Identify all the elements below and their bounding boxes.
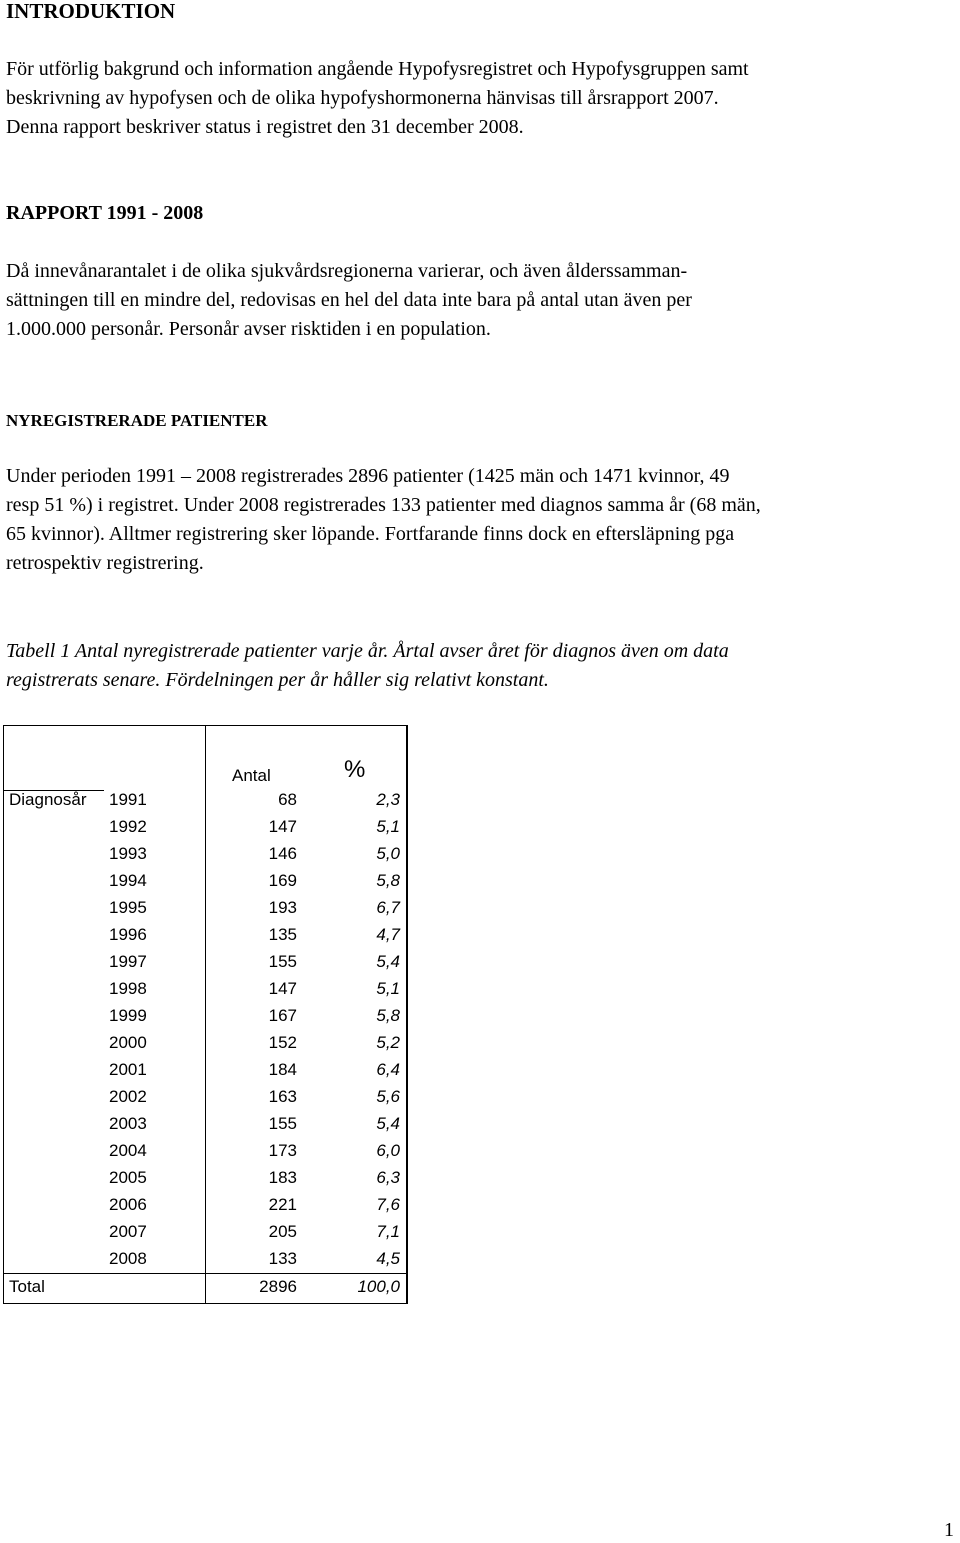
- intro-line-3: Denna rapport beskriver status i registret den 31 december 2008.: [6, 116, 524, 138]
- rapport-line-2: sättningen till en mindre del, redovisas en hel del data inte bara på antal utan även per: [6, 289, 692, 311]
- table-divider-vertical-2: [406, 726, 407, 1303]
- row-pct: 5,0: [376, 844, 400, 863]
- rapport-line-3: 1.000.000 personår. Personår avser risktiden i en population.: [6, 318, 491, 340]
- row-year: 2000: [109, 1033, 147, 1052]
- col-header-pct: %: [344, 756, 366, 783]
- row-pct: 6,7: [376, 898, 400, 917]
- data-table: [3, 725, 408, 1304]
- row-year: 1996: [109, 925, 147, 944]
- row-year: 2005: [109, 1168, 147, 1187]
- row-antal: 173: [268, 1141, 297, 1160]
- nyreg-heading: NYREGISTRERADE PATIENTER: [6, 411, 268, 430]
- row-antal: 205: [268, 1222, 297, 1241]
- row-pct: 5,4: [376, 1114, 400, 1133]
- row-year: 1999: [109, 1006, 147, 1025]
- row-antal: 147: [268, 979, 297, 998]
- row-year: 2006: [109, 1195, 147, 1214]
- row-antal: 147: [268, 817, 297, 836]
- row-pct: 5,2: [376, 1033, 400, 1052]
- row-pct: 5,8: [376, 871, 400, 890]
- row-year: 1998: [109, 979, 147, 998]
- row-year: 1994: [109, 871, 147, 890]
- table-divider-vertical-1: [205, 726, 206, 1303]
- row-antal: 152: [268, 1033, 297, 1052]
- nyreg-line-4: retrospektiv registrering.: [6, 552, 204, 574]
- row-antal: 169: [268, 871, 297, 890]
- intro-heading: INTRODUKTION: [6, 0, 176, 23]
- row-pct: 5,4: [376, 952, 400, 971]
- nyreg-line-2: resp 51 %) i registret. Under 2008 registrerades 133 patienter med diagnos samma år (68 män,: [6, 494, 761, 516]
- row-antal: 221: [268, 1195, 297, 1214]
- row-antal: 68: [278, 790, 297, 809]
- total-antal: 2896: [259, 1277, 297, 1296]
- row-year: 2003: [109, 1114, 147, 1133]
- table-caption-line-1: Tabell 1 Antal nyregistrerade patienter varje år. Årtal avser året för diagnos även om data: [6, 640, 729, 662]
- row-antal: 146: [268, 844, 297, 863]
- row-antal: 133: [268, 1249, 297, 1268]
- row-pct: 4,5: [376, 1249, 400, 1268]
- intro-line-1: För utförlig bakgrund och information angående Hypofysregistret och Hypofysgruppen samt: [6, 58, 749, 80]
- row-antal: 167: [268, 1006, 297, 1025]
- row-year: 1991: [109, 790, 147, 809]
- row-pct: 6,4: [376, 1060, 400, 1079]
- row-antal: 193: [268, 898, 297, 917]
- row-year: 1995: [109, 898, 147, 917]
- nyreg-line-1: Under perioden 1991 – 2008 registrerades 2896 patienter (1425 män och 1471 kvinnor, 49: [6, 465, 730, 487]
- row-antal: 183: [268, 1168, 297, 1187]
- row-pct: 5,8: [376, 1006, 400, 1025]
- row-pct: 2,3: [376, 790, 400, 809]
- row-pct: 5,6: [376, 1087, 400, 1106]
- row-antal: 155: [268, 952, 297, 971]
- row-year: 2002: [109, 1087, 147, 1106]
- row-pct: 4,7: [376, 925, 400, 944]
- row-year: 2008: [109, 1249, 147, 1268]
- rapport-line-1: Då innevånarantalet i de olika sjukvårdsregionerna varierar, och även ålderssamman-: [6, 260, 688, 282]
- row-year: 1992: [109, 817, 147, 836]
- row-pct: 6,3: [376, 1168, 400, 1187]
- table-caption-line-2: registrerats senare. Fördelningen per år håller sig relativt konstant.: [6, 669, 549, 691]
- row-year: 2007: [109, 1222, 147, 1241]
- total-pct: 100,0: [357, 1277, 400, 1296]
- row-header-diagnosar: Diagnosår: [9, 790, 87, 809]
- row-pct: 5,1: [376, 817, 400, 836]
- row-pct: 5,1: [376, 979, 400, 998]
- row-pct: 7,6: [376, 1195, 400, 1214]
- col-header-antal: Antal: [232, 766, 271, 785]
- row-year: 1997: [109, 952, 147, 971]
- row-antal: 163: [268, 1087, 297, 1106]
- row-year: 2004: [109, 1141, 147, 1160]
- nyreg-line-3: 65 kvinnor). Alltmer registrering sker löpande. Fortfarande finns dock en eftersläpning pga: [6, 523, 735, 545]
- row-antal: 155: [268, 1114, 297, 1133]
- row-year: 2001: [109, 1060, 147, 1079]
- rapport-heading: RAPPORT 1991 - 2008: [6, 202, 204, 224]
- intro-line-2: beskrivning av hypofysen och de olika hypofyshormonerna hänvisas till årsrapport 2007.: [6, 87, 719, 109]
- row-pct: 7,1: [376, 1222, 400, 1241]
- row-year: 1993: [109, 844, 147, 863]
- row-antal: 135: [268, 925, 297, 944]
- page-number: 1: [944, 1519, 954, 1541]
- table-divider-total: [4, 1273, 407, 1274]
- row-pct: 6,0: [376, 1141, 400, 1160]
- row-antal: 184: [268, 1060, 297, 1079]
- total-label: Total: [9, 1277, 45, 1296]
